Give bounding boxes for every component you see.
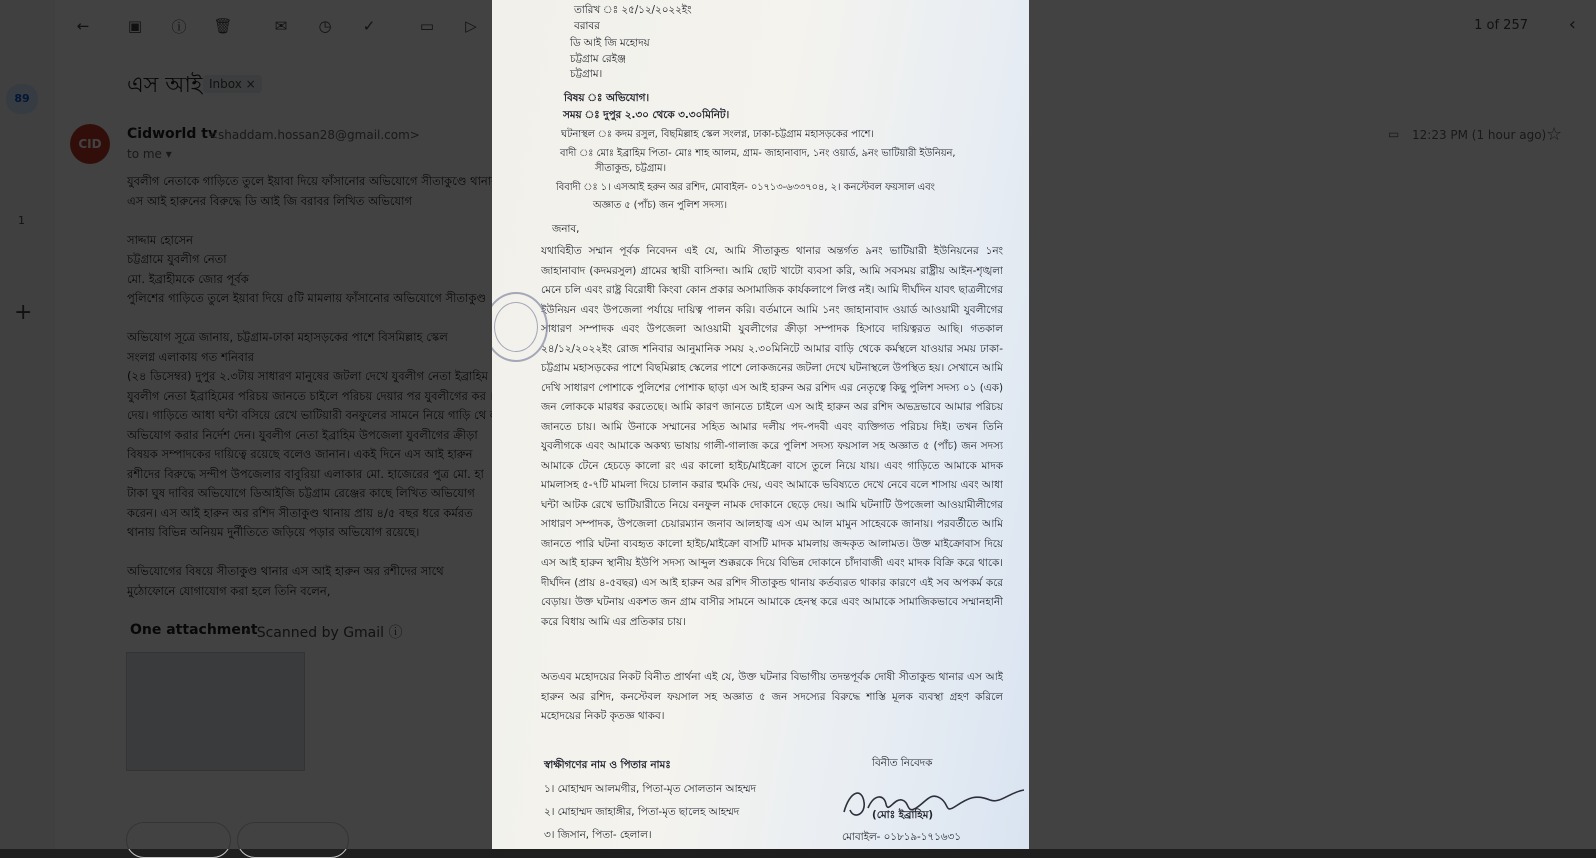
doc-witness-title: স্বাক্ষীগণের নাম ও পিতার নামঃ [544, 759, 671, 771]
attachment-preview-document [492, 0, 1029, 849]
doc-place: ঘটনাস্থল ঃ কদম রসুল, বিছমিল্লাহ স্কেল সংলগ্ন, ঢাকা-চট্টগ্রাম মহাসড়কের পাশে। [561, 129, 874, 140]
doc-paragraph-2: অতএব মহোদয়ের নিকট বিনীত প্রার্থনা এই যে, উক্ত ঘটনার বিভাগীয় তদন্তপূর্বক দোষী সীতাকুন্ড থানার এস আই হারুন অর রশিদ, কনস্টেবল ফয়সাল সহ অজ্ঞাত ৫ জন সদস্যের বিরুদ্ধে শাস্তি মূলক ব্যবস্থা গ্রহণ করিলে মহোদয়ের নিকট কৃতজ্ঞ থাকব। [541, 671, 1003, 722]
doc-plaintiff-address: সীতাকুন্ড, চট্টগ্রাম। [595, 163, 666, 174]
doc-defendant-2: অজ্ঞাত ৫ (পাঁচ) জন পুলিশ সদস্য। [593, 200, 727, 211]
doc-time: সময় ঃ দুপুর ২.৩০ থেকে ৩.৩০মিনিট। [563, 109, 730, 121]
doc-mobile: মোবাইল- ০১৮১৯-১৭১৬৩১ [842, 831, 961, 843]
doc-witness-2: ২। মোহাম্মদ জাহাঙ্গীর, পিতা-মৃত ছালেহ আহম্মদ [544, 806, 740, 818]
doc-paragraph-1: যথাবিহীত সম্মান পূর্বক নিবেদন এই যে, আমি সীতাকুন্ড থানার অন্তর্গত ৯নং ভাটিয়ারী ইউনিয়নের ১নং জাহানাবাদ (কদমরসুল) গ্রামের স্থায়ী বাসিন্দা। আমি ছোট খাটো ব্যবসা করি, আমি সবসময় রাষ্ট্রীয় আইন-শৃঙ্খলা মেনে চলি এবং রাষ্ট্র বিরোধী কিংবা কোন প্রকার অসামাজিক কার্যকলাপে লিপ্ত নই। আমি দীর্ঘদিন যাবৎ ছাত্রলীগের ইউনিয়ন এবং উপজেলা পর্যায়ে দায়িত্ব পালন করি। বর্তমানে আমি ১নং জাহানাবাদ ওয়ার্ড আওয়ামী যুবলীগের সাধারণ সম্পাদক এবং উপজেলা আওয়ামী যুবলীগের ক্রীড়া সম্পাদক হিসাবে দায়িত্বরত আছি। গতকাল ২৪/১২/২০২২ইং রোজ শনিবার আনুমানিক সময় ২.৩০মিনিটে আমার বাড়ি থেকে কর্মস্থলে যাওয়ার সময় ঢাকা-চট্টগ্রাম মহাসড়কের পাশে বিছমিল্লাহ স্কেলের পাশে লোকজনের জটলা দেখে ঘটনাস্থলে উপস্থিত হয়। সেখানে আমি দেখি সাধারণ পোশাকে পুলিশের পোশাক ছাড়া এস আই হারুন অর রশিদ এর নেতৃত্বে কিছু পুলিশ সদস্য ০১ (এক) জন লোককে মারধর করতেছে। আমি কারণ জানতে চাইলে এস আই হারুন অর রশিদ অভদ্রভাবে আমার পরিচয় জানতে চায়। আমি উনাকে সম্মানের সহিত আমার দলীয় পদ-পদবী এবং ব্যক্তিগত পরিচয় দিই। তখন তিনি যুবলীগকে এবং আমাকে অকথ্য ভাষায় গালী-গালাজ করে পুলিশ সদস্য ফয়সাল সহ অজ্ঞাত ৫ (পাঁচ) জন সদস্য আমাকে টেনে হেচড়ে কালো রং এর কালো হাইচ/মাইক্রো বাসে তুলে নিয়ে যায়। এবং গাড়িতে আমাকে মাদক মামলাসহ ৫-৭টি মামলা দিয়ে চালান করার হুমকি দেয়, এবং আমাকে ভবিষ্যতে দেখে নেবে বলে শাসায় এবং আধা ঘন্টা আটক রেখে ভাটিয়ারীতে নিয়ে বনফুল নামক দোকানে ছেড়ে দেয়। আমি ঘটনাটি উপজেলা আওয়ামীলীগের সাধারণ সম্পাদক, উপজেলা চেয়ারম্যান জনাব আলহাজ্ব এস এম আল মামুন সাহেবকে জানায়। পরবর্তীতে আমি জানতে পারি ঘটনা ব্যবহৃত কালো হাইচ/মাইক্রো বাসটি মাদক মামলায় জব্দকৃত আলামত। উক্ত মাইক্রোবাস দিয়ে এস আই হারুন স্থানীয় ইউপি সদস্য আব্দুল শুক্করকে দিয়ে বিভিন্ন দোকানে চাঁদাবাজী এবং মাদক বিক্রি করে থাকে। দীর্ঘদিন (প্রায় ৪-৫বছর) এস আই হারুন অর রশিদ সীতাকুন্ড থানায় কর্তব্যরত থাকার কারণে এই সব অপকর্ম করে বেড়ায়। উক্ত ঘটনায় একশত জন গ্রাম বাসীর সামনে আমাকে হেনস্থ করে এবং আমাকে সামাজিকভাবে সম্মানহানী করে বিধায় আমি এর প্রতিকার চায়। [541, 245, 1003, 628]
handwritten-signature [840, 780, 1029, 830]
doc-salutation: জনাব, [552, 223, 580, 235]
doc-date: তারিখ ঃ ২৫/১২/২০২২ইং [574, 4, 692, 16]
doc-closing: বিনীত নিবেদক [872, 757, 933, 769]
doc-city: চট্টগ্রাম। [570, 68, 603, 80]
doc-signer: (মোঃ ইব্রাহিম) [872, 809, 934, 821]
doc-plaintiff: বাদী ঃ মোঃ ইব্রাহিম পিতা- মোঃ শাহ আলম, গ্রাম- জাহানাবাদ, ১নং ওয়ার্ড, ৯নং ভাটিয়ারী ইউনিয়ন, [560, 148, 956, 159]
doc-subject: বিষয় ঃ অভিযোগ। [564, 92, 650, 104]
official-seal-stamp [492, 292, 548, 362]
doc-defendant: বিবাদী ঃ ১। এসআই হরুন অর রশিদ, মোবাইল- ০১৭১৩-৬৩৩৭০৪, ২। কনস্টেবল ফয়সাল এবং [556, 182, 935, 193]
doc-range: চট্টগ্রাম রেইঞ্জ [570, 53, 626, 65]
doc-to: বরাবর [574, 20, 600, 32]
doc-witness-3: ৩। জিসান, পিতা- হেলাল। [544, 829, 652, 841]
doc-witness-1: ১। মোহাম্মদ আলমগীর, পিতা-মৃত সোলতান আহম্মদ [544, 783, 756, 795]
doc-recipient: ডি আই জি মহোদয় [570, 37, 650, 49]
